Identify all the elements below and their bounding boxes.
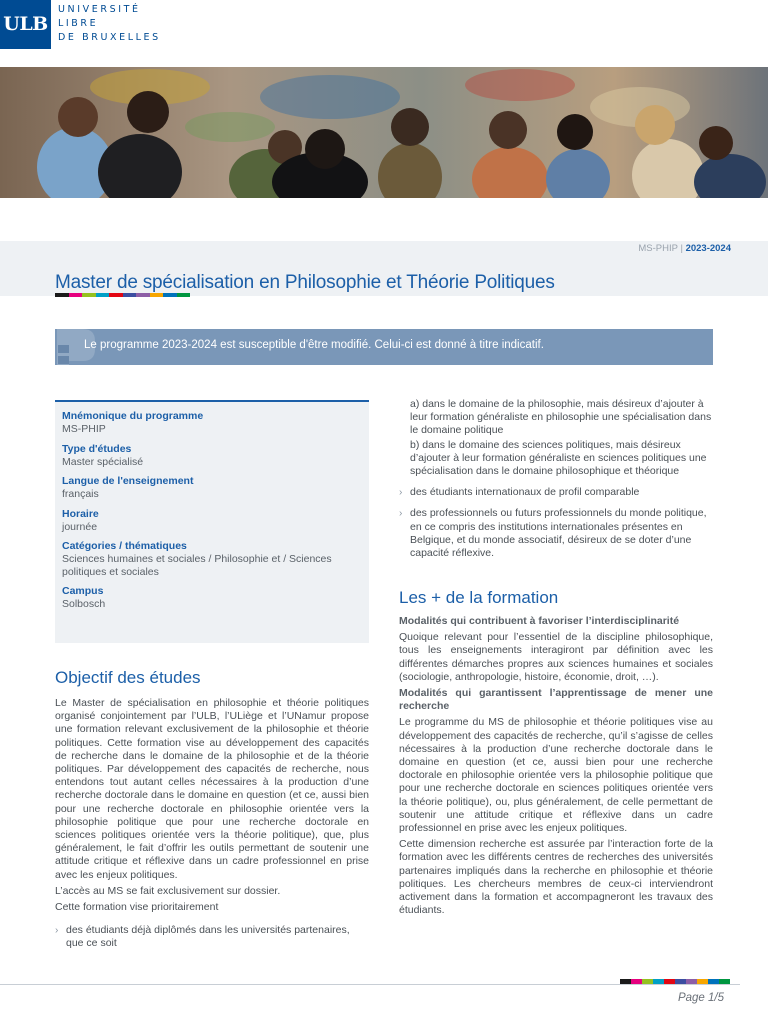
code-separator: | [680, 243, 683, 254]
university-name-line3: DE BRUXELLES [58, 32, 161, 43]
objectif-section [55, 697, 369, 957]
info-item-categories [62, 540, 362, 578]
info-label: Campus [62, 585, 104, 597]
info-label: Catégories / thématiques [62, 540, 187, 552]
color-stripe-segment [109, 293, 123, 297]
chevron-right-icon: › [399, 508, 403, 520]
plus-paragraph-interdisciplinarity: Quoique relevant pour l’essentiel de la discipline philosophique, tous les enseignements interagiront par définition avec les différentes démarches propres aux sciences humaines et sociales (sociologie, anthropologie, histoire, économie, droit, …). [399, 631, 713, 683]
program-year: 2023-2024 [685, 243, 731, 254]
info-value: Master spécialisé [62, 455, 144, 468]
plus-paragraph-centers: Cette dimension recherche est assurée par l’interaction forte de la formation avec les différents centres de recherches des universités partenaires impliqués dans la recherche en philosophie et théorie politiques. Les chercheurs membres de ceux-ci interviendront activement dans la formation et accompagneront les travaux des étudiants. [399, 838, 713, 917]
color-stripe-segment [123, 293, 137, 297]
plus-subheading-research: Modalités qui garantissent l’apprentissage de mener une recherche [399, 687, 713, 713]
plus-heading: Les + de la formation [399, 588, 559, 607]
ulb-logo-mark: ULB [0, 0, 51, 49]
university-name [58, 3, 161, 45]
chevron-right-icon: › [399, 487, 403, 499]
info-item-campus [62, 585, 362, 611]
list-item-text: des professionnels ou futurs professionnels du monde politique, en ce compris des institutions internationales présentes en Belgique, et du monde associatif, désireux de se doter d’une capacité réflexive. [410, 507, 707, 560]
program-code-year [638, 243, 731, 254]
target-audience-continued [399, 398, 713, 566]
university-name-line1: UNIVERSITÉ [58, 4, 141, 15]
color-stripe-segment [55, 293, 69, 297]
info-value: Solbosch [62, 598, 106, 610]
info-label: Mnémonique du programme [62, 410, 204, 422]
list-item [399, 486, 713, 499]
color-stripe-segment [150, 293, 164, 297]
page-title: Master de spécialisation en Philosophie et Théorie Politiques [55, 272, 555, 293]
info-value: Sciences humaines et sociales / Philosophie et / Sciences politiques et sociales [62, 553, 332, 578]
university-name-line2: LIBRE [58, 18, 99, 29]
list-item-text: des étudiants internationaux de profil comparable [410, 486, 640, 499]
info-item-type [62, 443, 362, 469]
color-stripe-segment [177, 293, 191, 297]
color-stripe-segment [136, 293, 150, 297]
objectif-access: L’accès au MS se fait exclusivement sur dossier. [55, 884, 281, 897]
page-number: Page 1/5 [677, 992, 724, 1004]
objectif-paragraph: Le Master de spécialisation en philosophie et théorie politiques organisé conjointement par l’ULB, l’ULiège et l’UNamur propose une formation relevant exclusivement de la philosophie et théorie politiques. Cette formation vise au développement des capacités de recherche dans le domaine de la philosophie et de la théorie politiques. Par développement des capacités de recherche, nous entendons tout autant celles nécessaires à la production d’une recherche doctorale dans le domaine en question (et ce, aussi bien pour une recherche doctorale en philosophie orientée vers la philosophie politique que pour une recherche doctorale en sciences politiques orientée vers la théorie politique), que, plus généralement, le fait d’offrir les outils permettant de soutenir une attitude critique et réflexive dans un cadre professionnel en prise avec les enjeux politiques. [55, 697, 369, 881]
program-info-box [55, 400, 369, 643]
info-item-language [62, 475, 362, 501]
color-stripe-segment [163, 293, 177, 297]
color-stripe-segment [82, 293, 96, 297]
objectif-heading: Objectif des études [55, 668, 201, 687]
info-label: Langue de l'enseignement [62, 475, 194, 487]
plus-section [399, 615, 713, 920]
plus-paragraph-research: Le programme du MS de philosophie et théorie politiques vise au développement des capacités de recherche, qu’il s’agisse de celles nécessaires à la production d’une recherche doctorale dans le domaine en question (et ce, aussi bien pour une recherche doctorale en philosophie orientée vers la philosophie politique que pour une recherche doctorale en sciences politiques orientée vers la théorie politique), ou, plus généralement, de celle permettant de soutenir une attitude critique et réflexive dans un cadre professionnel en prise avec les enjeux politiques. [399, 716, 713, 835]
info-label: Type d'études [62, 442, 132, 455]
color-stripe-segment [96, 293, 110, 297]
objectif-target-intro: Cette formation vise prioritairement [55, 901, 219, 914]
sub-item-a: a) dans le domaine de la philosophie, mais désireux d’ajouter à leur formation généraliste en philosophie une spécialisation dans le domaine politique [410, 398, 712, 437]
list-item [399, 507, 713, 560]
plus-subheading-interdisciplinarity: Modalités qui contribuent à favoriser l’interdisciplinarité [399, 615, 680, 627]
info-label: Horaire [62, 507, 99, 520]
footer-divider [0, 984, 740, 985]
notice-banner [55, 329, 713, 365]
info-value: français [62, 488, 99, 500]
list-item [55, 924, 369, 950]
info-value: journée [62, 520, 98, 533]
notice-text: Le programme 2023-2024 est susceptible d'être modifié. Celui-ci est donné à titre indicatif. [84, 339, 544, 351]
info-item-schedule [62, 508, 362, 534]
color-stripe-segment [69, 293, 83, 297]
info-item-mnemonic [62, 410, 362, 436]
students-banner-image [0, 67, 768, 198]
color-stripe-footer [620, 979, 730, 983]
info-value: MS-PHIP [62, 423, 106, 435]
program-code: MS-PHIP [638, 243, 678, 254]
sub-item-b: b) dans le domaine des sciences politiques, mais désireux d’ajouter à leur formation généraliste en sciences politiques une spécialisation dans le domaine philosophique et théorique [410, 438, 707, 478]
color-stripe-title [55, 293, 190, 297]
list-item-text: des étudiants déjà diplômés dans les universités partenaires, que ce soit [66, 924, 350, 950]
chevron-right-icon: › [55, 925, 59, 937]
